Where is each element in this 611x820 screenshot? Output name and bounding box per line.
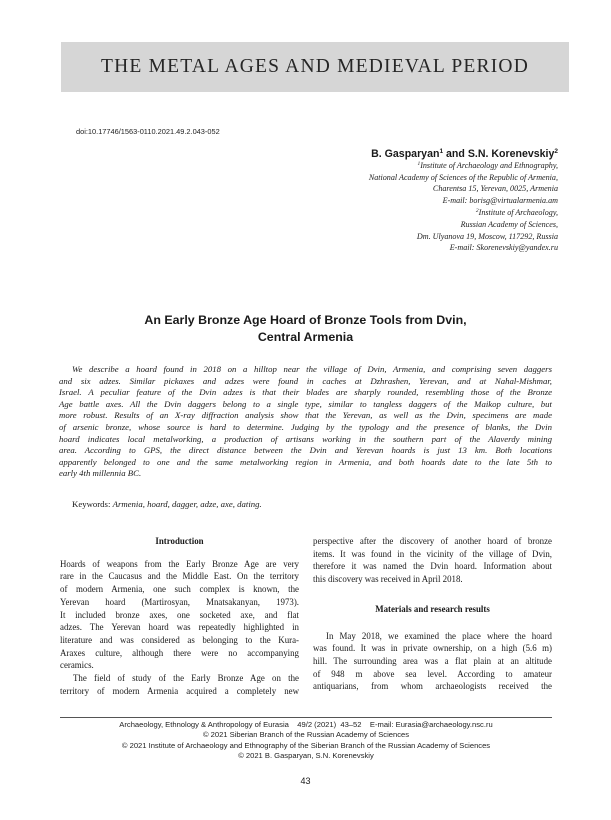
body-line: In May 2018, we examined the place where the hoard: [326, 630, 552, 641]
body-line: of modern Armenia, one such complex is known, the: [60, 584, 299, 595]
abstract-line: We describe a hoard found in 2018 on a hilltop near the village of Dvin, Armenia, and comprising seven daggers: [72, 364, 552, 374]
affiliation-text: National Academy of Sciences of the Republic of Armenia,: [368, 172, 558, 182]
left-column: [60, 535, 299, 697]
author-superscript: 2: [554, 148, 558, 155]
affiliation-line: [369, 242, 558, 254]
body-line: The field of study of the Early Bronze Age on the: [73, 673, 299, 684]
footer-copyright-line: © 2021 Institute of Archaeology and Ethnography of the Siberian Branch of the Russian Academy of Sciences: [121, 740, 491, 750]
footer-copyright-line: © 2021 Siberian Branch of the Russian Academy of Sciences: [202, 730, 410, 740]
body-line: literature and was considered as belonging to the Kura-: [60, 634, 299, 645]
footer: [60, 720, 552, 762]
abstract: [59, 364, 552, 480]
abstract-line: hoard indicates local metalworking, a production of artisans working in the southern part of the Alaverdy mining: [59, 433, 552, 444]
abstract-line: Age battle axes. All the Dvin daggers belong to a single type, similar to tangless daggers of the Maikop culture, but: [59, 398, 552, 409]
affiliation-text: Russian Academy of Sciences,: [460, 219, 558, 229]
body-line: rare in the Caucasus and the Middle East. On the territory: [60, 571, 299, 582]
title-line: Central Armenia: [257, 330, 354, 344]
body-line: adzes. The Yerevan hoard was repeatedly highlighted in: [60, 622, 299, 633]
body-line: items. It was found in the vicinity of the village of Dvin,: [313, 548, 552, 559]
section-heading-introduction: Introduction: [155, 536, 204, 546]
section-banner: [61, 42, 569, 92]
article-title: [60, 312, 551, 346]
author-superscript: 1: [439, 148, 444, 155]
body-line: hill. The surrounding area was a flat plain at an altitude: [313, 655, 552, 666]
title-line: An Early Bronze Age Hoard of Bronze Tools from Dvin,: [144, 313, 467, 327]
body-line: territory of modern Armenia acquired a completely new: [60, 685, 299, 696]
affiliation-text: Charentsa 15, Yerevan, 0025, Armenia: [432, 184, 558, 194]
affiliation-line: [369, 219, 558, 231]
affiliation-line: [369, 206, 558, 219]
footer-copyright-line: © 2021 B. Gasparyan, S.N. Korenevskiy: [238, 751, 374, 761]
author-conjunction: and: [443, 148, 468, 160]
affiliation-text: Institute of Archaeology,: [478, 208, 558, 218]
body-line: therefore it was named the Dvin hoard. Information about: [313, 561, 552, 572]
author-name: S.N. Korenevskiy: [467, 148, 555, 160]
body-line: antiquarians, from whom archaeologists received the: [313, 681, 552, 692]
author-name: B. Gasparyan: [371, 148, 440, 160]
affiliations: [369, 159, 558, 254]
keywords-list: Armenia, hoard, dagger, adze, axe, dating.: [112, 499, 262, 509]
doi-line: doi:10.17746/1563-0110.2021.49.2.043-052: [76, 127, 220, 136]
footer-divider: [60, 717, 552, 718]
abstract-line: area. According to GPS, the direct distance between the Dvin and Yerevan hoards is just 13 km. Both locations: [59, 445, 552, 456]
body-line: Hoards of weapons from the Early Bronze Age are very: [60, 558, 299, 569]
section-heading-materials: Materials and research results: [375, 603, 490, 614]
affiliation-line: [369, 159, 558, 172]
affiliation-text: Dm. Ulyanova 19, Moscow, 117292, Russia: [416, 231, 558, 241]
body-line: was found. It was in private ownership, on a high (5.6 m): [313, 643, 552, 654]
body-line: this discovery was received in April 2018.: [313, 574, 463, 585]
affiliation-line: [369, 195, 558, 207]
footer-journal-line: Archaeology, Ethnology & Anthropology of Eurasia 49/2 (2021) 43–52 E-mail: Eurasia@archaeology.nsc.ru: [119, 720, 493, 729]
page-number: 43: [300, 776, 311, 786]
abstract-line: of arsenic bronze, whose source is hard to determine. Judging by the typology and the presence of blanks, the Dvin: [59, 421, 552, 432]
body-line: Araxes culture, although there were no accompanying: [60, 647, 299, 658]
keywords-label: Keywords:: [72, 499, 113, 509]
affiliation-text: Institute of Archaeology and Ethnography,: [420, 161, 558, 170]
abstract-line: more robust. Results of an X-ray diffraction analysis show that the Yerevan, as well as the Dvin, specimens are made: [59, 410, 552, 421]
keywords: [72, 499, 262, 509]
affiliation-superscript: 1: [417, 161, 421, 167]
affiliation-line: [369, 183, 558, 195]
body-line: ceramics.: [60, 660, 94, 671]
right-column: [313, 535, 552, 693]
section-title: THE METAL AGES AND MEDIEVAL PERIOD: [101, 56, 529, 77]
affiliation-superscript: 2: [475, 208, 479, 215]
abstract-line: Israel. A peculiar feature of the Dvin adzes is that their blades are sharply rounded, resembling those of the Bronze: [59, 387, 552, 398]
affiliation-line: [369, 231, 558, 243]
affiliation-email: E-mail: Skorenevskiy@yandex.ru: [449, 243, 558, 253]
abstract-line: apparently belonged to one and the same metalworking region in Armenia, and both hoards date to the late 5th to: [59, 456, 552, 467]
body-line: It included bronze axes, one socketed axe, and flat: [60, 609, 299, 620]
body-line: Yerevan hoard (Martirosyan, Mnatsakanyan, 1973).: [60, 596, 299, 607]
affiliation-line: [369, 172, 558, 184]
affiliation-email: E-mail: borisg@virtualarmenia.am: [442, 195, 558, 205]
abstract-line: early 4th millennia BC.: [59, 468, 142, 479]
body-line: perspective after the discovery of another hoard of bronze: [313, 536, 552, 546]
abstract-line: and six adzes. Similar pickaxes and adzes were found in caches at Dzhrashen, Yerevan, and at Nahal-Mishmar,: [59, 375, 552, 386]
body-line: of 948 m above sea level. According to amateur: [313, 668, 552, 679]
